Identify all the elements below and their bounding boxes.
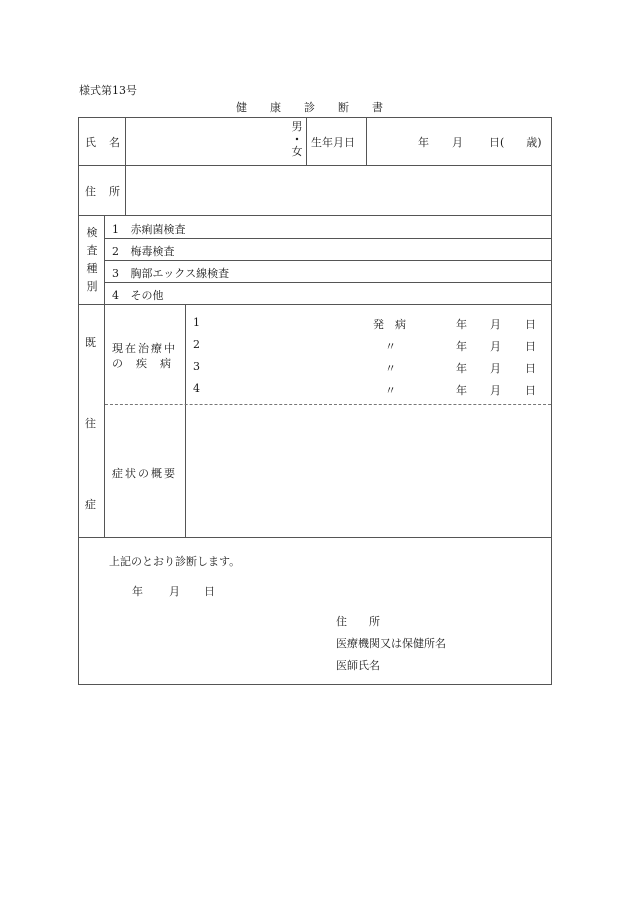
- ditto-mark: 〃: [385, 362, 396, 375]
- exam-type-label-char: 検: [86, 226, 98, 239]
- exam-type-label-char: 査: [86, 244, 98, 257]
- dashed-divider: [105, 404, 551, 405]
- date-month-unit: 月: [169, 585, 180, 598]
- onset-month-unit: 月: [490, 318, 501, 331]
- institution-name-label: 医療機関又は保健所名: [336, 637, 446, 650]
- row-divider-name: [78, 165, 552, 166]
- disease-number: 1: [193, 316, 200, 329]
- onset-month-unit: 月: [490, 384, 501, 397]
- row-divider-address: [78, 215, 552, 216]
- birth-year-unit: 年: [418, 136, 429, 149]
- sex-male: 男: [291, 120, 303, 133]
- exam-item-number: 2: [112, 245, 119, 258]
- exam-type-label-char: 別: [86, 280, 98, 293]
- address-label: 住 所: [85, 185, 121, 198]
- disease-number: 2: [193, 338, 200, 351]
- sex-female: 女: [291, 145, 303, 159]
- sex-dot: ・: [291, 132, 303, 146]
- exam-item-2[interactable]: [112, 243, 175, 259]
- row-divider-history: [78, 537, 552, 538]
- exam-item-4[interactable]: [112, 287, 164, 303]
- row-divider-exam3: [104, 282, 552, 283]
- symptom-summary-field[interactable]: [187, 406, 550, 536]
- history-label-char-2: 往: [85, 417, 96, 430]
- onset-year-unit: 年: [456, 362, 467, 375]
- exam-item-3[interactable]: [112, 265, 229, 281]
- row-divider-exam1: [104, 238, 552, 239]
- exam-item-label: その他: [130, 289, 164, 302]
- onset-day-unit: 日: [525, 362, 536, 375]
- exam-item-label: 梅毒検査: [130, 245, 175, 258]
- onset-day-unit: 日: [525, 318, 536, 331]
- birth-date-label: 生年月日: [311, 136, 355, 149]
- signer-address-label: 住 所: [336, 615, 380, 628]
- col-divider-side-label: [104, 215, 105, 537]
- onset-year-unit: 年: [456, 318, 467, 331]
- disease-number: 4: [193, 382, 200, 395]
- onset-year-unit: 年: [456, 384, 467, 397]
- exam-type-label: [84, 224, 100, 296]
- onset-day-unit: 日: [525, 340, 536, 353]
- exam-item-label: 胸部エックス線検査: [130, 267, 230, 280]
- form-number: 様式第13号: [79, 84, 137, 97]
- date-year-unit: 年: [132, 585, 143, 598]
- current-disease-label-line2: の 疾 病: [112, 357, 172, 370]
- birth-month-unit: 月: [452, 136, 463, 149]
- name-label: 氏 名: [85, 136, 121, 149]
- row-divider-exam2: [104, 260, 552, 261]
- ditto-mark: 〃: [385, 384, 396, 397]
- ditto-mark: 〃: [385, 340, 396, 353]
- onset-month-unit: 月: [490, 340, 501, 353]
- history-label-char-3: 症: [85, 498, 96, 511]
- col-divider-history: [185, 304, 186, 537]
- onset-year-unit: 年: [456, 340, 467, 353]
- diagnosis-statement: 上記のとおり診断します。: [109, 555, 241, 568]
- onset-label: 発 病: [373, 318, 406, 331]
- history-label-char-1: 既: [85, 336, 96, 349]
- onset-day-unit: 日: [525, 384, 536, 397]
- current-disease-label-line1: 現在治療中: [112, 342, 177, 355]
- col-divider-birth: [366, 117, 367, 165]
- document-title: 健 康 診 断 書: [236, 101, 389, 114]
- exam-item-number: 3: [112, 267, 119, 280]
- exam-item-number: 4: [112, 289, 119, 302]
- exam-type-label-char: 種: [86, 262, 98, 275]
- onset-month-unit: 月: [490, 362, 501, 375]
- birth-day-age-unit: 日( 歳): [489, 136, 542, 149]
- frame-left: [78, 117, 79, 685]
- disease-number: 3: [193, 360, 200, 373]
- exam-item-label: 赤痢菌検査: [130, 223, 186, 236]
- col-divider-label: [125, 117, 126, 215]
- frame-top: [78, 117, 552, 118]
- sex-field[interactable]: [290, 121, 304, 159]
- symptom-summary-label: 症状の概要: [112, 467, 177, 480]
- frame-right: [551, 117, 552, 685]
- col-divider-sex: [306, 117, 307, 165]
- frame-bottom: [78, 684, 552, 685]
- exam-item-number: 1: [112, 223, 119, 236]
- date-day-unit: 日: [204, 585, 215, 598]
- doctor-name-label: 医師氏名: [336, 659, 380, 672]
- row-divider-exam4: [78, 304, 552, 305]
- exam-item-1[interactable]: [112, 221, 186, 237]
